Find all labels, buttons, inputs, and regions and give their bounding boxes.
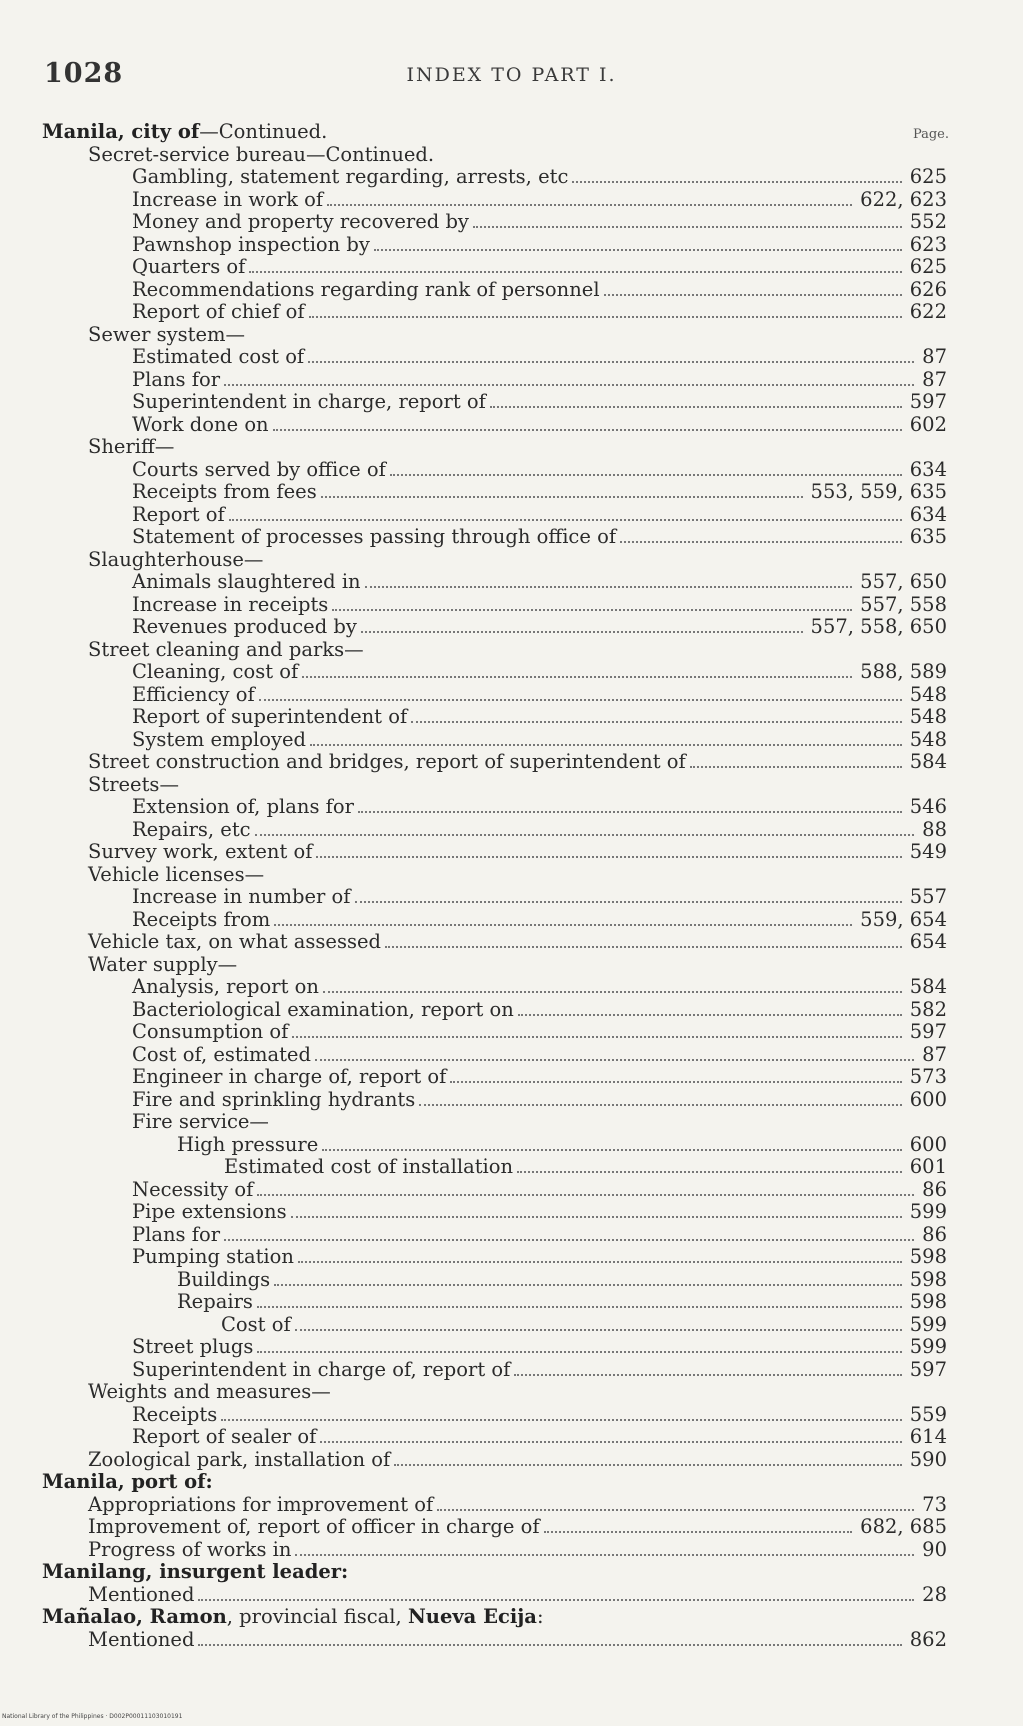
entry-heading: Manila, port of:: [42, 1470, 213, 1493]
entry-text: Animals slaughtered in: [132, 570, 361, 593]
index-entry: [0, 324, 1023, 347]
entry-text: Pipe extensions: [132, 1200, 287, 1223]
entry-text: Revenues produced by: [132, 615, 357, 638]
dot-leader: [273, 421, 902, 431]
entry-text: Receipts from: [132, 907, 271, 931]
index-entry: [0, 189, 1023, 212]
index-entry: [0, 616, 1023, 639]
entry-text: Plans for: [132, 367, 221, 391]
entry-text: Buildings: [177, 1267, 271, 1291]
index-entry: [0, 999, 1023, 1022]
page-title: INDEX TO PART I.: [406, 64, 617, 86]
index-entry: [0, 1561, 1023, 1584]
dot-leader: [316, 848, 901, 858]
index-entry: [0, 1426, 1023, 1449]
index-list: [0, 121, 1023, 1651]
dot-leader: [411, 713, 902, 723]
entry-page-ref: 622, 623: [860, 187, 947, 211]
index-entry: [0, 436, 1023, 459]
entry-page-ref: 87: [922, 1042, 947, 1066]
entry-text: Appropriations for improvement of: [88, 1492, 434, 1516]
entry-page-ref: 28: [922, 1582, 947, 1606]
entry-page-ref: 88: [922, 817, 947, 841]
entry-page-ref: 552: [909, 210, 947, 233]
entry-text: Weights and measures—: [88, 1380, 331, 1403]
dot-leader: [274, 916, 852, 926]
dot-leader: [291, 1208, 902, 1218]
entry-page-ref: 635: [909, 525, 947, 548]
index-entry: [0, 1111, 1023, 1134]
entry-text: Cost of: [221, 1312, 291, 1336]
entry-page-ref: 90: [922, 1537, 947, 1561]
entry-heading: Manila, city of: [42, 120, 200, 143]
entry-suffix: —Continued.: [199, 120, 328, 143]
entry-text: Increase in receipts: [132, 592, 329, 616]
index-entry: [0, 639, 1023, 662]
entry-text: [42, 1561, 348, 1584]
dot-leader: [298, 1253, 902, 1263]
index-entry: [0, 121, 1023, 144]
entry-text: Analysis, report on: [132, 975, 319, 998]
entry-page-ref: 622: [909, 300, 947, 323]
index-entry: [0, 796, 1023, 819]
dot-leader: [355, 893, 902, 903]
index-entry: [0, 1246, 1023, 1269]
index-entry: [0, 1021, 1023, 1044]
index-entry: [0, 1044, 1023, 1067]
index-entry: [0, 729, 1023, 752]
entry-text: Statement of processes passing through office of: [132, 525, 617, 548]
entry-text: Quarters of: [132, 255, 246, 278]
index-entry: [0, 1471, 1023, 1494]
entry-text: Fire and sprinkling hydrants: [132, 1087, 416, 1111]
entry-text: Pumping station: [132, 1245, 294, 1268]
dot-leader: [302, 668, 852, 678]
index-entry: [0, 1201, 1023, 1224]
dot-leader: [295, 1321, 902, 1331]
index-entry: [0, 1381, 1023, 1404]
entry-text: Extension of, plans for: [132, 795, 354, 818]
entry-text: Water supply—: [88, 952, 238, 976]
entry-text: Sheriff—: [88, 435, 175, 458]
index-entry: [0, 976, 1023, 999]
entry-page-ref: 614: [909, 1425, 947, 1448]
entry-heading-place: Nueva Ecija: [407, 1605, 537, 1628]
entry-page-ref: 559: [909, 1402, 947, 1426]
entry-page-ref: 682, 685: [860, 1515, 947, 1538]
entry-text: Repairs: [177, 1290, 253, 1313]
dot-leader: [518, 1006, 902, 1016]
entry-heading: Mañalao, Ramon: [42, 1605, 227, 1628]
entry-page-ref: 625: [909, 255, 947, 278]
dot-leader: [292, 1028, 901, 1038]
entry-text: Superintendent in charge, report of: [132, 390, 486, 413]
entry-page-ref: 73: [922, 1492, 947, 1516]
index-entry: [0, 459, 1023, 482]
dot-leader: [374, 241, 902, 251]
dot-leader: [323, 983, 902, 993]
entry-text: Necessity of: [132, 1177, 254, 1201]
entry-text: Zoological park, installation of: [88, 1447, 391, 1471]
entry-text: Improvement of, report of officer in charge of: [88, 1515, 540, 1538]
dot-leader: [327, 196, 852, 206]
entry-text: Estimated cost of installation: [224, 1155, 514, 1178]
dot-leader: [419, 1096, 902, 1106]
dot-leader: [249, 263, 901, 273]
index-entry: [0, 481, 1023, 504]
dot-leader: [320, 1433, 901, 1443]
entry-text: Courts served by office of: [132, 457, 386, 481]
entry-page-ref: 86: [922, 1222, 947, 1246]
dot-leader: [517, 1163, 902, 1173]
dot-leader: [332, 601, 852, 611]
dot-leader: [473, 218, 902, 228]
entry-suffix: , provincial fiscal,: [226, 1605, 408, 1628]
index-entry: [0, 211, 1023, 234]
entry-text: High pressure: [177, 1132, 319, 1156]
dot-leader: [690, 758, 902, 768]
dot-leader: [310, 736, 902, 746]
entry-suffix: :: [536, 1605, 544, 1628]
entry-page-ref: 86: [922, 1177, 947, 1201]
index-entry: [0, 931, 1023, 954]
dot-leader: [322, 1141, 902, 1151]
entry-text: Streets—: [88, 772, 179, 796]
index-entry: [0, 1066, 1023, 1089]
index-entry: [0, 526, 1023, 549]
dot-leader: [224, 1231, 914, 1241]
index-entry: [0, 1516, 1023, 1539]
index-entry: [0, 774, 1023, 797]
entry-page-ref: 599: [909, 1335, 947, 1358]
index-entry: [0, 1629, 1023, 1652]
index-entry: [0, 751, 1023, 774]
entry-page-ref: 590: [909, 1447, 947, 1471]
footer-caption: National Library of the Philippines · D002P00011103010191: [2, 1713, 183, 1720]
entry-text: Cleaning, cost of: [132, 660, 299, 683]
entry-page-ref: 862: [909, 1627, 947, 1651]
entry-page-ref: 626: [909, 277, 947, 301]
entry-page-ref: 599: [909, 1312, 947, 1336]
page-column-label: Page.: [912, 127, 949, 142]
entry-text: System employed: [132, 727, 306, 751]
index-entry: [0, 864, 1023, 887]
entry-page-ref: 602: [909, 412, 947, 436]
dot-leader: [198, 1636, 901, 1646]
index-entry: [0, 1291, 1023, 1314]
index-entry: [0, 144, 1023, 167]
entry-page-ref: 634: [909, 457, 947, 481]
dot-leader: [259, 691, 902, 701]
entry-page-ref: 557, 558, 650: [810, 615, 947, 638]
index-entry: [0, 1314, 1023, 1337]
dot-leader: [309, 308, 902, 318]
index-entry: [0, 571, 1023, 594]
index-entry: [0, 166, 1023, 189]
entry-page-ref: 87: [922, 367, 947, 391]
entry-text: Report of: [132, 502, 225, 526]
entry-page-ref: 557, 650: [860, 570, 947, 593]
entry-page-ref: 573: [909, 1065, 947, 1088]
index-entry: [0, 886, 1023, 909]
index-entry: [0, 819, 1023, 842]
entry-page-ref: 597: [909, 1357, 947, 1381]
entry-text: Increase in work of: [132, 187, 324, 211]
entry-text: Street construction and bridges, report of superintendent of: [88, 750, 686, 773]
index-entry: [0, 954, 1023, 977]
entry-text: Receipts from fees: [132, 480, 317, 503]
index-entry: [0, 1494, 1023, 1517]
entry-text: Receipts: [132, 1402, 218, 1426]
entry-text: Street cleaning and parks—: [88, 637, 364, 661]
entry-text: Money and property recovered by: [132, 210, 469, 233]
entry-text: Cost of, estimated: [132, 1042, 311, 1066]
dot-leader: [308, 353, 914, 363]
dot-leader: [450, 1073, 901, 1083]
dot-leader: [572, 173, 901, 183]
dot-leader: [490, 398, 902, 408]
index-entry: [0, 1584, 1023, 1607]
index-entry: [0, 346, 1023, 369]
dot-leader: [365, 578, 853, 588]
entry-page-ref: 623: [909, 232, 947, 256]
entry-text: Report of sealer of: [132, 1425, 317, 1448]
entry-text: Plans for: [132, 1222, 221, 1246]
dot-leader: [361, 623, 803, 633]
entry-page-ref: 601: [909, 1155, 947, 1178]
dot-leader: [394, 1456, 902, 1466]
dot-leader: [321, 488, 803, 498]
entry-text: [42, 121, 327, 144]
index-entry: [0, 909, 1023, 932]
entry-heading: Manilang, insurgent leader:: [42, 1560, 349, 1583]
entry-page-ref: 598: [909, 1245, 947, 1268]
entry-text: Efficiency of: [132, 682, 255, 706]
index-entry: [0, 504, 1023, 527]
entry-text: Mentioned: [88, 1627, 195, 1651]
dot-leader: [385, 938, 902, 948]
entry-page-ref: 584: [909, 750, 947, 773]
entry-page-ref: 549: [909, 840, 947, 863]
entry-page-ref: 553, 559, 635: [810, 480, 947, 503]
entry-text: Vehicle tax, on what assessed: [88, 930, 382, 953]
entry-page-ref: 557: [909, 885, 947, 908]
dot-leader: [437, 1501, 914, 1511]
entry-text: Work done on: [132, 412, 269, 436]
index-entry: [0, 391, 1023, 414]
index-entry: [0, 684, 1023, 707]
entry-text: Engineer in charge of, report of: [132, 1065, 447, 1088]
entry-text: Vehicle licenses—: [88, 862, 265, 886]
entry-page-ref: 600: [909, 1087, 947, 1111]
entry-page-ref: 584: [909, 975, 947, 998]
entry-text: Survey work, extent of: [88, 840, 313, 863]
entry-page-ref: 598: [909, 1290, 947, 1313]
entry-text: Slaughterhouse—: [88, 547, 264, 571]
dot-leader: [255, 826, 915, 836]
dot-leader: [274, 1276, 902, 1286]
dot-leader: [229, 511, 902, 521]
dot-leader: [358, 803, 902, 813]
entry-page-ref: 597: [909, 1020, 947, 1043]
entry-text: Increase in number of: [132, 885, 351, 908]
index-entry: [0, 369, 1023, 392]
index-entry: [0, 1269, 1023, 1292]
entry-text: Secret-service bureau—Continued.: [88, 142, 435, 166]
dot-leader: [514, 1366, 901, 1376]
index-entry: [0, 706, 1023, 729]
entry-text: [42, 1471, 213, 1494]
entry-text: Street plugs: [132, 1335, 254, 1358]
dot-leader: [257, 1343, 901, 1353]
entry-page-ref: 588, 589: [860, 660, 947, 683]
dot-leader: [221, 1411, 902, 1421]
entry-page-ref: 582: [909, 997, 947, 1021]
entry-page-ref: 87: [922, 345, 947, 368]
entry-text: Bacteriological examination, report on: [132, 997, 514, 1021]
entry-text: Recommendations regarding rank of personnel: [132, 277, 600, 301]
entry-page-ref: 559, 654: [860, 907, 947, 931]
dot-leader: [224, 376, 914, 386]
index-entry: [0, 1359, 1023, 1382]
index-entry: [0, 279, 1023, 302]
entry-page-ref: 557, 558: [860, 592, 947, 616]
entry-text: Consumption of: [132, 1020, 289, 1043]
dot-leader: [315, 1051, 914, 1061]
index-entry: [0, 414, 1023, 437]
entry-page-ref: 634: [909, 502, 947, 526]
index-entry: [0, 1449, 1023, 1472]
index-entry: [0, 1606, 1023, 1629]
index-entry: [0, 256, 1023, 279]
index-entry: [0, 549, 1023, 572]
entry-page-ref: 598: [909, 1267, 947, 1291]
entry-text: Sewer system—: [88, 322, 246, 346]
entry-text: Pawnshop inspection by: [132, 232, 370, 256]
index-entry: [0, 1179, 1023, 1202]
entry-text: Superintendent in charge of, report of: [132, 1357, 511, 1381]
index-entry: [0, 1224, 1023, 1247]
index-entry: [0, 1134, 1023, 1157]
index-entry: [0, 1336, 1023, 1359]
dot-leader: [544, 1523, 853, 1533]
entry-page-ref: 625: [909, 165, 947, 188]
page-number: 1028: [44, 58, 124, 89]
entry-page-ref: 600: [909, 1132, 947, 1156]
index-entry: [0, 1404, 1023, 1427]
index-entry: [0, 234, 1023, 257]
entry-text: Gambling, statement regarding, arrests, etc: [132, 165, 569, 188]
index-entry: [0, 301, 1023, 324]
entry-page-ref: 548: [909, 705, 947, 728]
dot-leader: [390, 466, 902, 476]
entry-page-ref: 548: [909, 727, 947, 751]
index-entry: [0, 1089, 1023, 1112]
index-entry: [0, 841, 1023, 864]
dot-leader: [257, 1186, 914, 1196]
entry-text: Fire service—: [132, 1110, 269, 1133]
entry-text: Progress of works in: [88, 1537, 292, 1561]
index-entry: [0, 661, 1023, 684]
entry-text: Repairs, etc: [132, 817, 251, 841]
entry-text: [42, 1606, 544, 1629]
index-entry: [0, 1156, 1023, 1179]
entry-page-ref: 546: [909, 795, 947, 818]
dot-leader: [295, 1546, 914, 1556]
dot-leader: [604, 286, 902, 296]
entry-text: Report of chief of: [132, 300, 305, 323]
dot-leader: [620, 533, 902, 543]
entry-page-ref: 548: [909, 682, 947, 706]
entry-text: Estimated cost of: [132, 345, 305, 368]
dot-leader: [257, 1298, 902, 1308]
dot-leader: [198, 1591, 914, 1601]
entry-text: Report of superintendent of: [132, 705, 408, 728]
entry-text: Mentioned: [88, 1582, 195, 1606]
index-entry: [0, 1539, 1023, 1562]
entry-page-ref: 599: [909, 1200, 947, 1223]
index-entry: [0, 594, 1023, 617]
entry-page-ref: 597: [909, 390, 947, 413]
entry-page-ref: 654: [909, 930, 947, 953]
